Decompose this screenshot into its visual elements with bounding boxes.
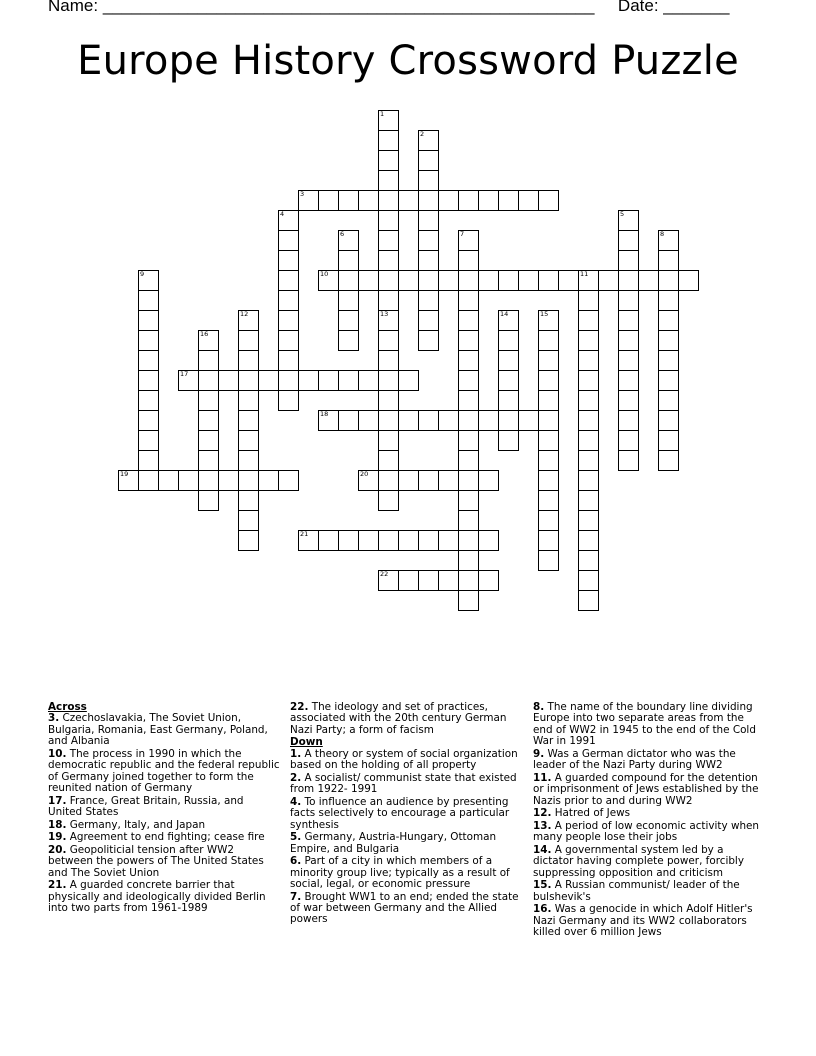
grid-cell[interactable] — [538, 410, 559, 431]
clue-number: 13 — [380, 310, 389, 318]
grid-cell[interactable] — [278, 210, 299, 231]
grid-cell[interactable] — [618, 450, 639, 471]
down-heading: Down — [290, 736, 323, 749]
grid-cell[interactable] — [138, 350, 159, 371]
grid-cell[interactable] — [498, 270, 519, 291]
grid-cell[interactable] — [658, 250, 679, 271]
grid-cell[interactable] — [378, 370, 399, 391]
grid-cell[interactable] — [578, 510, 599, 531]
grid-cell[interactable] — [238, 510, 259, 531]
grid-cell[interactable] — [658, 310, 679, 331]
grid-cell[interactable] — [578, 470, 599, 491]
grid-cell[interactable] — [518, 190, 539, 211]
grid-cell[interactable] — [238, 330, 259, 351]
grid-cell[interactable] — [358, 270, 379, 291]
clue-down-4: 4. To influence an audience by presenting facts selectively to encourage a particular synthesis — [290, 795, 510, 831]
grid-cell[interactable] — [578, 550, 599, 571]
grid-cell[interactable] — [298, 370, 319, 391]
grid-cell[interactable] — [478, 190, 499, 211]
clue-down-16: 16. Was a genocide in which Adolf Hitler's Nazi Germany and its WW2 collaborators killed over 6 million Jews — [533, 903, 753, 939]
grid-cell[interactable] — [258, 470, 279, 491]
across-heading: Across — [48, 701, 87, 713]
grid-cell[interactable] — [618, 230, 639, 251]
grid-cell[interactable] — [578, 530, 599, 551]
grid-cell[interactable] — [578, 490, 599, 511]
grid-cell[interactable] — [358, 410, 379, 431]
grid-cell[interactable] — [658, 430, 679, 451]
clues-column-1 — [48, 702, 280, 916]
grid-cell[interactable] — [378, 490, 399, 511]
grid-cell[interactable] — [458, 530, 479, 551]
clues-column-2 — [290, 702, 522, 927]
grid-cell[interactable] — [418, 190, 439, 211]
grid-cell[interactable] — [498, 370, 519, 391]
grid-cell[interactable] — [278, 250, 299, 271]
clue-across-17: 17. France, Great Britain, Russia, and United States — [48, 794, 244, 819]
grid-cell[interactable] — [198, 350, 219, 371]
grid-cell[interactable] — [618, 390, 639, 411]
grid-cell[interactable] — [318, 410, 339, 431]
clue-number: 21 — [300, 530, 309, 538]
grid-cell[interactable] — [378, 310, 399, 331]
grid-cell[interactable] — [238, 530, 259, 551]
clue-down-13: 13. A period of low economic activity when many people lose their jobs — [533, 819, 760, 844]
grid-cell[interactable] — [378, 150, 399, 171]
grid-cell[interactable] — [658, 270, 679, 291]
grid-cell[interactable] — [578, 590, 599, 611]
grid-cell[interactable] — [318, 270, 339, 291]
grid-cell[interactable] — [358, 370, 379, 391]
grid-cell[interactable] — [458, 230, 479, 251]
grid-cell[interactable] — [538, 310, 559, 331]
grid-cell[interactable] — [538, 530, 559, 551]
grid-cell[interactable] — [138, 450, 159, 471]
grid-cell[interactable] — [498, 350, 519, 371]
grid-cell[interactable] — [378, 390, 399, 411]
grid-cell[interactable] — [338, 310, 359, 331]
grid-cell[interactable] — [578, 330, 599, 351]
grid-cell[interactable] — [638, 270, 659, 291]
grid-cell[interactable] — [398, 470, 419, 491]
grid-cell[interactable] — [138, 410, 159, 431]
grid-cell[interactable] — [238, 390, 259, 411]
grid-cell[interactable] — [198, 370, 219, 391]
grid-cell[interactable] — [278, 390, 299, 411]
grid-cell[interactable] — [478, 470, 499, 491]
grid-cell[interactable] — [518, 410, 539, 431]
grid-cell[interactable] — [578, 370, 599, 391]
grid-cell[interactable] — [378, 430, 399, 451]
grid-cell[interactable] — [378, 470, 399, 491]
grid-cell[interactable] — [538, 490, 559, 511]
clue-down-9: 9. Was a German dictator who was the leader of the Nazi Party during WW2 — [533, 747, 736, 772]
clue-down-5: 5. Germany, Austria-Hungary, Ottoman Empire, and Bulgaria — [290, 831, 497, 855]
clue-across-20: 20. Geopoliticial tension after WW2 between the powers of The United States and The Soviet Union — [48, 843, 264, 879]
grid-cell[interactable] — [378, 270, 399, 291]
grid-cell[interactable] — [298, 190, 319, 211]
grid-cell[interactable] — [338, 270, 359, 291]
name-label: Name: — [48, 0, 99, 15]
grid-cell[interactable] — [378, 350, 399, 371]
grid-cell[interactable] — [418, 170, 439, 191]
name-field[interactable]: ____________________________________________________ — [102, 0, 595, 15]
grid-cell[interactable] — [318, 190, 339, 211]
grid-cell[interactable] — [458, 430, 479, 451]
grid-cell[interactable] — [418, 150, 439, 171]
grid-cell[interactable] — [538, 550, 559, 571]
grid-cell[interactable] — [658, 230, 679, 251]
grid-cell[interactable] — [418, 570, 439, 591]
grid-cell[interactable] — [538, 510, 559, 531]
grid-cell[interactable] — [418, 310, 439, 331]
clue-down-12: 12. Hatred of Jews — [533, 807, 631, 820]
grid-cell[interactable] — [578, 390, 599, 411]
grid-cell[interactable] — [458, 390, 479, 411]
grid-cell[interactable] — [398, 530, 419, 551]
grid-cell[interactable] — [538, 430, 559, 451]
grid-cell[interactable] — [138, 330, 159, 351]
clue-number: 17 — [180, 370, 189, 378]
clue-down-11: 11. A guarded compound for the detention or imprisonment of Jews established by the Nazis prior to and during WW2 — [533, 771, 759, 807]
grid-cell[interactable] — [418, 210, 439, 231]
grid-cell[interactable] — [338, 190, 359, 211]
grid-cell[interactable] — [118, 470, 139, 491]
grid-cell[interactable] — [418, 290, 439, 311]
grid-cell[interactable] — [398, 570, 419, 591]
grid-cell[interactable] — [538, 350, 559, 371]
grid-cell[interactable] — [278, 310, 299, 331]
grid-cell[interactable] — [358, 470, 379, 491]
grid-cell[interactable] — [278, 290, 299, 311]
clue-across-21: 21. A guarded concrete barrier that physically and ideologically divided Berlin into two parts from 1961-1989 — [48, 879, 266, 915]
grid-cell[interactable] — [178, 370, 199, 391]
clue-down-7: 7. Brought WW1 to an end; ended the state of war between Germany and the Allied powers — [290, 890, 519, 926]
grid-cell[interactable] — [498, 430, 519, 451]
clues-column-3 — [533, 702, 765, 940]
grid-cell[interactable] — [198, 390, 219, 411]
grid-cell[interactable] — [618, 350, 639, 371]
grid-cell[interactable] — [238, 430, 259, 451]
grid-cell[interactable] — [318, 370, 339, 391]
grid-cell[interactable] — [478, 530, 499, 551]
grid-cell[interactable] — [458, 490, 479, 511]
grid-cell[interactable] — [658, 410, 679, 431]
grid-cell[interactable] — [538, 330, 559, 351]
grid-cell[interactable] — [378, 250, 399, 271]
clue-number: 16 — [200, 330, 209, 338]
grid-cell[interactable] — [278, 470, 299, 491]
grid-cell[interactable] — [378, 210, 399, 231]
grid-cell[interactable] — [458, 570, 479, 591]
clue-across-22: 22. The ideology and set of practices, associated with the 20th century German Nazi Party; a form of facism — [290, 701, 507, 736]
grid-cell[interactable] — [378, 570, 399, 591]
clue-number: 15 — [540, 310, 549, 318]
grid-cell[interactable] — [658, 330, 679, 351]
grid-cell[interactable] — [238, 470, 259, 491]
grid-cell[interactable] — [458, 190, 479, 211]
clue-number: 7 — [460, 230, 465, 238]
grid-cell[interactable] — [338, 290, 359, 311]
grid-cell[interactable] — [538, 450, 559, 471]
clue-number: 14 — [500, 310, 509, 318]
grid-cell[interactable] — [338, 410, 359, 431]
grid-cell[interactable] — [418, 230, 439, 251]
grid-cell[interactable] — [578, 270, 599, 291]
grid-cell[interactable] — [278, 330, 299, 351]
grid-cell[interactable] — [458, 590, 479, 611]
grid-cell[interactable] — [618, 210, 639, 231]
grid-cell[interactable] — [378, 110, 399, 131]
grid-cell[interactable] — [458, 370, 479, 391]
grid-cell[interactable] — [438, 570, 459, 591]
grid-cell[interactable] — [518, 270, 539, 291]
grid-cell[interactable] — [678, 270, 699, 291]
grid-cell[interactable] — [338, 530, 359, 551]
grid-cell[interactable] — [418, 270, 439, 291]
grid-cell[interactable] — [278, 350, 299, 371]
grid-cell[interactable] — [478, 570, 499, 591]
grid-cell[interactable] — [378, 190, 399, 211]
clue-across-3: 3. Czechoslavakia, The Soviet Union, Bulgaria, Romania, East Germany, Poland, and Albania — [48, 712, 268, 748]
grid-cell[interactable] — [578, 410, 599, 431]
grid-cell[interactable] — [458, 310, 479, 331]
grid-cell[interactable] — [218, 370, 239, 391]
grid-cell[interactable] — [358, 190, 379, 211]
grid-cell[interactable] — [418, 330, 439, 351]
grid-cell[interactable] — [278, 370, 299, 391]
grid-cell[interactable] — [438, 530, 459, 551]
grid-cell[interactable] — [198, 490, 219, 511]
clue-number: 9 — [140, 270, 145, 278]
grid-cell[interactable] — [398, 410, 419, 431]
grid-cell[interactable] — [598, 270, 619, 291]
grid-cell[interactable] — [218, 470, 239, 491]
grid-cell[interactable] — [658, 290, 679, 311]
grid-cell[interactable] — [138, 430, 159, 451]
clue-number: 5 — [620, 210, 625, 218]
grid-cell[interactable] — [458, 350, 479, 371]
grid-cell[interactable] — [438, 470, 459, 491]
grid-cell[interactable] — [258, 370, 279, 391]
grid-cell[interactable] — [378, 130, 399, 151]
clue-number: 12 — [240, 310, 249, 318]
grid-cell[interactable] — [378, 170, 399, 191]
grid-cell[interactable] — [418, 130, 439, 151]
grid-cell[interactable] — [498, 390, 519, 411]
grid-cell[interactable] — [538, 190, 559, 211]
grid-cell[interactable] — [138, 310, 159, 331]
clue-down-1: 1. A theory or system of social organization based on the holding of all property — [290, 747, 518, 772]
grid-cell[interactable] — [378, 230, 399, 251]
grid-cell[interactable] — [498, 330, 519, 351]
grid-cell[interactable] — [578, 430, 599, 451]
grid-cell[interactable] — [458, 470, 479, 491]
grid-cell[interactable] — [458, 550, 479, 571]
grid-cell[interactable] — [438, 190, 459, 211]
grid-cell[interactable] — [478, 270, 499, 291]
grid-cell[interactable] — [338, 370, 359, 391]
clue-across-18: 18. Germany, Italy, and Japan — [48, 818, 206, 831]
grid-cell[interactable] — [398, 190, 419, 211]
grid-cell[interactable] — [438, 270, 459, 291]
grid-cell[interactable] — [458, 250, 479, 271]
grid-cell[interactable] — [618, 410, 639, 431]
grid-cell[interactable] — [238, 450, 259, 471]
grid-cell[interactable] — [658, 390, 679, 411]
clue-number: 1 — [380, 110, 385, 118]
grid-cell[interactable] — [578, 350, 599, 371]
grid-cell[interactable] — [138, 290, 159, 311]
grid-cell[interactable] — [238, 410, 259, 431]
grid-cell[interactable] — [618, 430, 639, 451]
grid-cell[interactable] — [338, 330, 359, 351]
grid-cell[interactable] — [578, 310, 599, 331]
grid-cell[interactable] — [458, 410, 479, 431]
grid-cell[interactable] — [338, 230, 359, 251]
grid-cell[interactable] — [278, 230, 299, 251]
grid-cell[interactable] — [238, 350, 259, 371]
clue-number: 11 — [580, 270, 589, 278]
clue-number: 2 — [420, 130, 425, 138]
clue-number: 19 — [120, 470, 129, 478]
grid-cell[interactable] — [398, 370, 419, 391]
clue-number: 22 — [380, 570, 389, 578]
date-field[interactable]: _______ — [663, 0, 730, 15]
grid-cell[interactable] — [378, 450, 399, 471]
grid-cell[interactable] — [618, 250, 639, 271]
grid-cell[interactable] — [418, 250, 439, 271]
clue-number: 18 — [320, 410, 329, 418]
grid-cell[interactable] — [138, 470, 159, 491]
grid-cell[interactable] — [238, 310, 259, 331]
grid-cell[interactable] — [458, 290, 479, 311]
clue-down-8: 8. The name of the boundary line dividing Europe into two separate areas from the end of WW2 in 1945 to the end of the Cold War in 1991 — [533, 701, 756, 748]
grid-cell[interactable] — [358, 530, 379, 551]
grid-cell[interactable] — [338, 250, 359, 271]
clue-number: 6 — [340, 230, 345, 238]
grid-cell[interactable] — [138, 270, 159, 291]
grid-cell[interactable] — [198, 330, 219, 351]
clue-number: 4 — [280, 210, 285, 218]
grid-cell[interactable] — [198, 450, 219, 471]
grid-cell[interactable] — [498, 310, 519, 331]
clue-across-19: 19. Agreement to end fighting; cease fire — [48, 831, 265, 844]
grid-cell[interactable] — [618, 310, 639, 331]
grid-cell[interactable] — [418, 410, 439, 431]
grid-cell[interactable] — [538, 390, 559, 411]
grid-cell[interactable] — [478, 410, 499, 431]
grid-cell[interactable] — [138, 390, 159, 411]
grid-cell[interactable] — [538, 270, 559, 291]
grid-cell[interactable] — [278, 270, 299, 291]
grid-cell[interactable] — [418, 530, 439, 551]
grid-cell[interactable] — [498, 410, 519, 431]
grid-cell[interactable] — [458, 450, 479, 471]
grid-cell[interactable] — [498, 190, 519, 211]
grid-cell[interactable] — [458, 330, 479, 351]
grid-cell[interactable] — [378, 330, 399, 351]
grid-cell[interactable] — [138, 370, 159, 391]
clue-across-10: 10. The process in 1990 in which the democratic republic and the federal republic of Germany joined together to form the reunited nation of Germany — [48, 747, 280, 795]
grid-cell[interactable] — [378, 530, 399, 551]
grid-cell[interactable] — [538, 470, 559, 491]
grid-cell[interactable] — [198, 430, 219, 451]
clue-number: 8 — [660, 230, 665, 238]
grid-cell[interactable] — [658, 370, 679, 391]
grid-cell[interactable] — [618, 370, 639, 391]
grid-cell[interactable] — [658, 350, 679, 371]
clue-down-6: 6. Part of a city in which members of a minority group live; typically as a result of social, legal, or economic pressure — [290, 855, 510, 891]
grid-cell[interactable] — [198, 470, 219, 491]
grid-cell[interactable] — [618, 330, 639, 351]
clue-number: 3 — [300, 190, 305, 198]
clue-down-2: 2. A socialist/ communist state that existed from 1922- 1991 — [290, 771, 517, 796]
grid-cell[interactable] — [238, 490, 259, 511]
grid-cell[interactable] — [458, 270, 479, 291]
page-title: Europe History Crossword Puzzle — [77, 38, 739, 84]
grid-cell[interactable] — [618, 290, 639, 311]
grid-cell[interactable] — [378, 410, 399, 431]
clue-number: 20 — [360, 470, 369, 478]
clue-down-14: 14. A governmental system led by a dictator having complete power, forcibly suppressing opposition and criticism — [533, 843, 744, 879]
grid-cell[interactable] — [578, 450, 599, 471]
grid-cell[interactable] — [458, 510, 479, 531]
grid-cell[interactable] — [238, 370, 259, 391]
date-label: Date: — [617, 0, 659, 15]
grid-cell[interactable] — [578, 290, 599, 311]
clue-down-15: 15. A Russian communist/ leader of the bulshevik's — [533, 879, 740, 903]
grid-cell[interactable] — [398, 270, 419, 291]
grid-cell[interactable] — [538, 370, 559, 391]
grid-cell[interactable] — [618, 270, 639, 291]
grid-cell[interactable] — [558, 270, 579, 291]
grid-cell[interactable] — [578, 570, 599, 591]
grid-cell[interactable] — [198, 410, 219, 431]
grid-cell[interactable] — [298, 530, 319, 551]
clue-number: 10 — [320, 270, 329, 278]
grid-cell[interactable] — [378, 290, 399, 311]
grid-cell[interactable] — [178, 470, 199, 491]
grid-cell[interactable] — [318, 530, 339, 551]
grid-cell[interactable] — [418, 470, 439, 491]
grid-cell[interactable] — [158, 470, 179, 491]
grid-cell[interactable] — [438, 410, 459, 431]
grid-cell[interactable] — [658, 450, 679, 471]
